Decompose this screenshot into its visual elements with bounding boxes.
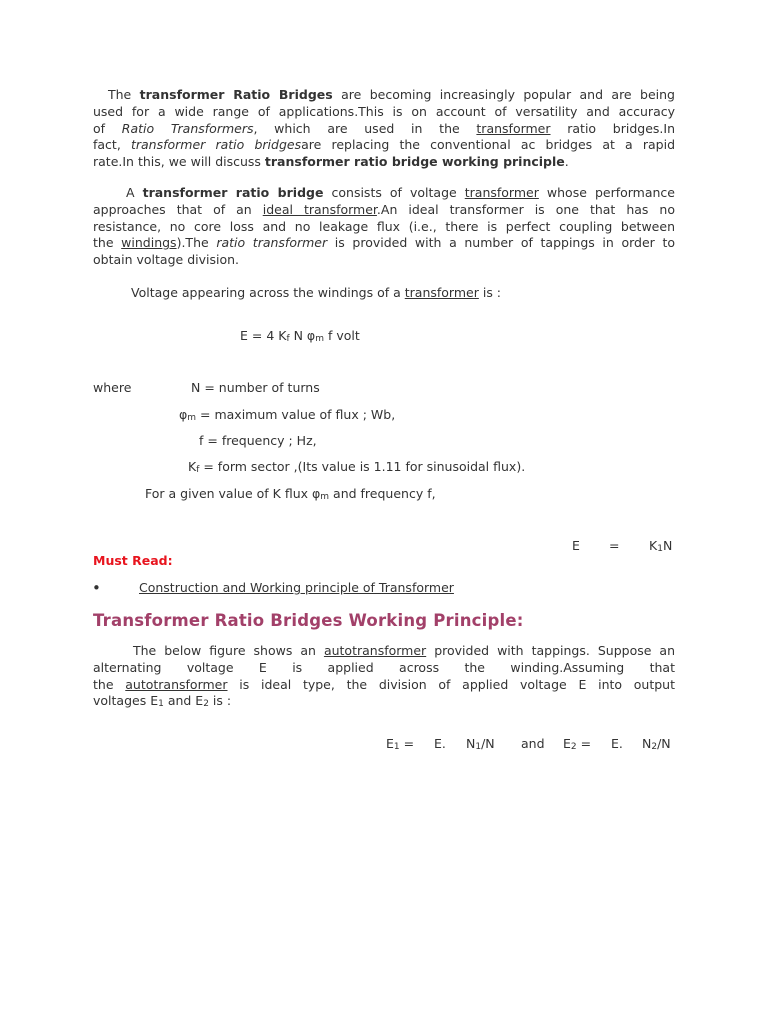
para2-bold-term: transformer ratio bridge [142, 185, 324, 200]
voltage-paragraph: Voltage appearing across the windings of a transformer is : [131, 285, 502, 300]
eq-k1n: $K_1N$ [649, 538, 673, 554]
must-read-label: Must Read: [93, 553, 173, 568]
bullet-icon: • [92, 579, 101, 597]
transformer-link-1[interactable]: transformer [476, 120, 551, 136]
def-phi: $\varphi_m$ = maximum value of flux ; Wb, [179, 407, 396, 423]
def-kf: $K_f$ = form sector ,(Its value is 1.11 for sinusoidal flux). [188, 459, 526, 475]
must-read-link[interactable]: Construction and Working principle of Transformer [139, 580, 454, 595]
where-label: where [93, 380, 132, 395]
intro-ratio-bridges: transformer ratio bridges [130, 137, 302, 153]
transformer-link-2[interactable]: transformer [464, 185, 539, 200]
eq3-e1: $E_1$ = [386, 736, 415, 752]
intro-bold-term: transformer Ratio Bridges [139, 87, 333, 102]
section-heading: Transformer Ratio Bridges Working Principle: [93, 611, 524, 630]
windings-link[interactable]: windings [121, 235, 177, 251]
given-value-line: For a given value of K flux $\varphi_m$ and frequency f, [145, 486, 436, 502]
emf-formula: E = 4 $K_f$ N $\varphi_m$ f volt [240, 328, 360, 344]
intro-the: The [108, 87, 132, 102]
def-n: N = number of turns [191, 380, 320, 395]
eq3-n2: $N_2/N$ [642, 736, 671, 752]
ratio-bridge-paragraph: A transformer ratio bridge consists of voltage transformer whose performance approaches that of an ideal transformer.An ideal transformer is one that has no resistance, no core loss and no leakage flux (i.e., there is perfect coupling between the windings).The ratio transformer is provided with a number of tappings in order to obtain voltage division. [93, 185, 675, 268]
autotransformer-link-1[interactable]: autotransformer [323, 643, 427, 658]
eq-equals: = [609, 538, 620, 553]
eq3-e-b: E. [611, 736, 623, 751]
eq3-e2: $E_2$ = [563, 736, 592, 752]
eq3-and: and [521, 736, 545, 751]
transformer-link-3[interactable]: transformer [404, 285, 479, 300]
ideal-transformer-link[interactable]: ideal transformer [262, 201, 377, 217]
eq-e: E [572, 538, 580, 553]
eq3-n1: $N_1/N$ [466, 736, 495, 752]
autotransformer-link-2[interactable]: autotransformer [125, 676, 228, 692]
eq3-e-a: E. [434, 736, 446, 751]
intro-paragraph: The transformer Ratio Bridges are becoming increasingly popular and are being used for a wide range of applications.This is on account of versatility and accuracy of Ratio Transformers, which are used in the transformer ratio bridges.In fact, transformer ratio bridgesare replacing the conventional ac bridges at a rapid rate.In this, we will discuss transformer ratio bridge working principle. [93, 87, 676, 170]
autotransformer-paragraph: The below figure shows an autotransformer provided with tappings. Suppose an alternating voltage E is applied across the winding.Assuming that the autotransformer is ideal type, the division of applied voltage E into output voltages $E_1$ and $E_2$ is : [93, 643, 676, 710]
intro-ratio-transformers: Ratio Transformers [121, 120, 254, 136]
def-f: f = frequency ; Hz, [199, 433, 317, 448]
intro-bold-principle: transformer ratio bridge working principle [264, 154, 565, 170]
para2-ratio-transformer: ratio transformer [216, 235, 328, 251]
